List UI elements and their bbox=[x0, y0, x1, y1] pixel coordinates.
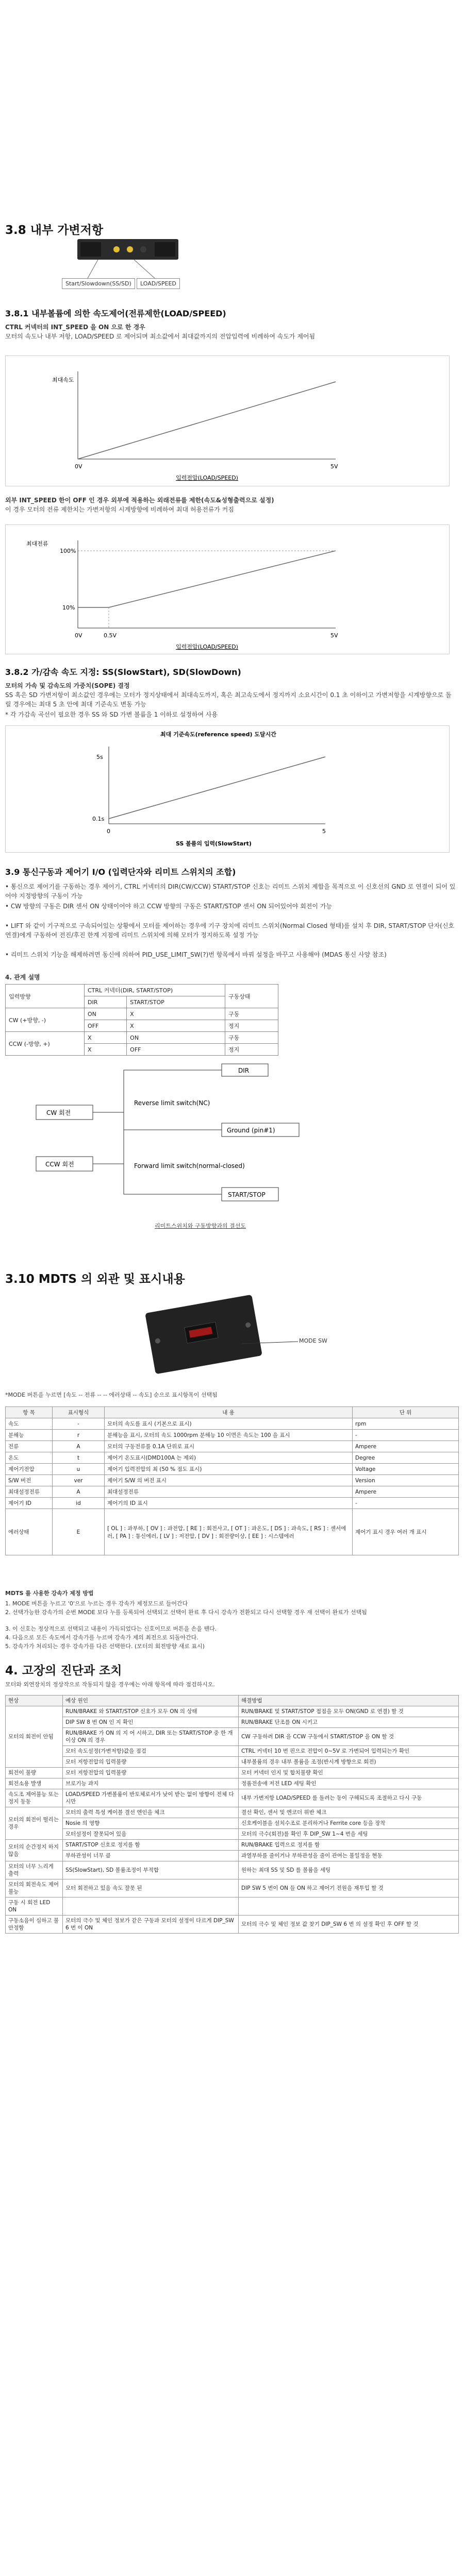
display-table: 항 목 표시형식 내 용 단 위 속도 - 모터의 속도를 표시 (기본으로 표시) rpm 분해능 r 분해능을 표시, 모터의 속도 1000rpm 분해능 10 이면은 속도는 100 을 표시 - 전류 A 모터의 구동전류를 0.1A 단위로 표시 Ampere 온도 t 제어기 온도표시(DMD100A 는 제외) Degree 제어기전압 u 제어기 입력전압의 최 (50 % 점도 표시) Voltage S/W 버전 ver 제어기 S/W 의 버전 표시 Version 최대설정전류 A 최대설정전류 Ampere 제어기 ID id 제어기의 ID 표시 - 에러상태 E [ OL ] : 과부하, [ OV ] : 과전압, [ RE ] : 회전사고, [ OT ] : 과온도, [ DS ] : 과속도, [ RS ] : 센서에러, [ PA ] : 통신에러, [ LV ] : 저전압, [ DV ] : 회전량이상, [ EE ] : 시스템에러 제어기 표시 경우 여러 개 표시 bbox=[5, 1406, 459, 1555]
table-row: 모터 속도설정(가변저항)값을 점검 CTRL 커넥터 10 번 핀으로 전압이 0~5V 로 가변되어 입력되는가 확인 bbox=[6, 1746, 459, 1757]
section-3-8-1-title: 3.8.1 내부볼륨에 의한 속도제어(전류제한(LOAD/SPEED) bbox=[5, 309, 226, 318]
table-row: 모터설정이 잘못되어 있음 모터의 극수(회전)를 확인 후 DIP_SW 1~4 번을 세팅 bbox=[6, 1829, 459, 1840]
s39-table-caption: 4. 관계 설명 bbox=[5, 974, 40, 981]
s39-bullet-3: • LIFT 와 같이 기구적으로 구속되어있는 상황에서 모터를 제어하는 경우에 기구 장치에 리미트 스위치(Normal Closed 형태)를 설치 후 DIR, START/STOP 단자(신호 연결)에게 구동하여 전진/후진 한계 지점에 리미트 스위치에 의해 모터가 정지하도록 설정 가능 bbox=[5, 922, 455, 939]
table-row: 회전소용 발생 브로기능 과지 정품전송애 저전 LED 세팅 확인 bbox=[6, 1778, 459, 1789]
g3-xlabel: SS 볼륨의 입력(SlowStart) bbox=[176, 840, 252, 847]
table-row: Nosie 의 영향 신호케이블을 설치수조로 분리하거나 Ferrite core 등을 장착 bbox=[6, 1818, 459, 1829]
th-ctrl: CTRL 커넥터(DIR, START/STOP) bbox=[85, 985, 225, 996]
s382-note: * 각 가감속 곡선이 필요한 경우 SS 와 SD 가변 볼륨을 1 이하로 설정하여 사용 bbox=[5, 711, 218, 718]
table-row: 제어기 ID id 제어기의 ID 표시 - bbox=[6, 1498, 459, 1509]
speed-graph bbox=[5, 355, 450, 486]
current-graph bbox=[5, 524, 450, 654]
s381-ext-desc: 이 경우 모터의 전류 제한치는 가변저항의 시계방향에 비례하여 최대 허용전류가 커짐 bbox=[5, 506, 234, 513]
section-3-8-title: 3.8 내부 가변저항 bbox=[5, 224, 104, 237]
s39-bullet-4: • 리미트 스위치 기능을 해제하려면 동신에 의하여 PID_USE_LIMIT_SW(?)번 항목에서 바꿔 설정을 바꾸고 사용해야 (MDAS 통신 사양 참조) bbox=[5, 951, 387, 958]
s39-bullet-1: • 통신으로 제어기를 구동하는 경우 제어기, CTRL 커넥터의 DIR(CW/CCW) START/STOP 신호는 리미트 스위치 제합을 목적으로 이 신호선의 GND 로 연결이 되어 있어야 지정방향의 구동이 가능 bbox=[5, 883, 456, 900]
g1-xlabel: 입력전압(LOAD/SPEED) bbox=[176, 474, 238, 481]
table-row: 온도 t 제어기 온도표시(DMD100A 는 제외) Degree bbox=[6, 1452, 459, 1464]
g2-xlabel: 입력전압(LOAD/SPEED) bbox=[176, 643, 238, 650]
g3-y5: 5s bbox=[96, 754, 103, 760]
tip-2: 2. 선택가능한 강속가의 순번 MODE 보다 누를 등록되어 선택되고 선택이 완료 후 다시 강속가 전환되고 다시 선택할 경우 재 선택이 완료가 선택됨 bbox=[5, 1609, 367, 1616]
section-3-8-2-title: 3.8.2 가/감속 속도 지정: SS(SlowStart), SD(SlowDown) bbox=[5, 667, 241, 677]
table-row: 모터 저항전압의 입력불량 내부볼륨의 경우 내부 볼륨을 조정(반시계 방향으로 회전) bbox=[6, 1757, 459, 1768]
svg-text:DIR: DIR bbox=[238, 1067, 250, 1074]
g3-title: 최대 기준속도(reference speed) 도달시간 bbox=[160, 731, 276, 738]
tip-4: 4. 다음으로 모든 속도에서 강속가를 누르며 강속가 제의 최전으로 되돌아간다. bbox=[5, 1634, 198, 1641]
s382-desc: SS 혹은 SD 가변저항이 최소값인 경우에는 모터가 정지상태에서 최대속도까지, 혹은 최고속도에서 정지까지 소요시간이 0.1 초 이하이고 가변저항을 시계방향으로 돌릴 경우에는 최대 5 초 안에 최대 기준속도 변동 가능 bbox=[5, 691, 452, 708]
mode-sw-label: MODE SW bbox=[299, 1337, 327, 1344]
direction-table bbox=[5, 984, 278, 1056]
s381-condition: CTRL 커넥터의 INT_SPEED 을 ON 으로 한 경우 bbox=[5, 324, 145, 331]
table-row: 모터의 순간정지 하지 않음 START/STOP 신호로 정지를 함 RUN/BRAKE 입력으로 정지를 함 bbox=[6, 1840, 459, 1851]
table-row: 모터의 회전속도 제어 불능 모터 회전하고 있음 속도 잘못 된 DIP SW 5 번이 ON 들 ON 하고 제어기 전원을 재투입 할 것 bbox=[6, 1879, 459, 1897]
s382-sub: 모터의 가속 및 감속도의 가중치(SOPE) 결정 bbox=[5, 682, 130, 689]
svg-text:Reverse limit switch(NC): Reverse limit switch(NC) bbox=[134, 1099, 210, 1107]
th-startstop: START/STOP bbox=[127, 996, 225, 1008]
s4-intro: 모터와 외연장치의 정상작으로 작동되지 않을 경우에는 아래 항목에 따라 점검하시오. bbox=[5, 1681, 215, 1688]
table-row: 모터의 회전이 안됨 RUN/BRAKE 와 START/STOP 신호가 모두 ON 의 상태 RUN/BRAKE 및 START/STOP 접점을 모두 ON(GND 로 연결) 할 것 bbox=[6, 1706, 459, 1717]
th-state: 구동상태 bbox=[225, 985, 278, 1008]
g3-x0: 0 bbox=[107, 828, 110, 835]
th-dirsig: DIR bbox=[85, 996, 127, 1008]
table-row: 최대설정전류 A 최대설정전류 Ampere bbox=[6, 1486, 459, 1498]
g2-y100: 100% bbox=[60, 548, 76, 554]
table-row: S/W 버전 ver 제어기 S/W 의 버전 표시 Version bbox=[6, 1475, 459, 1486]
load-speed-label: LOAD/SPEED bbox=[137, 278, 180, 289]
mode-sw-pointer bbox=[242, 1338, 299, 1349]
g1-x0: 0V bbox=[75, 463, 82, 470]
g2-ylabel: 최대전류 bbox=[26, 540, 48, 547]
s39-bullet-2: • CW 방향의 구동은 DIR 센서 ON 상태이어야 하고 CCW 방향의 구동은 START/STOP 센서 ON 되어있어야 회전이 가능 bbox=[5, 903, 332, 910]
table-row: 속도 - 모터의 속도를 표시 (기본으로 표시) rpm bbox=[6, 1418, 459, 1430]
svg-text:Forward limit switch(normal-cl: Forward limit switch(normal-closed) bbox=[134, 1162, 245, 1170]
svg-text:Ground (pin#1): Ground (pin#1) bbox=[227, 1127, 275, 1134]
section-3-10-title: 3.10 MDTS 의 외관 및 표시내용 bbox=[5, 1273, 185, 1286]
th-dir: 입력방향 bbox=[6, 985, 85, 1008]
mdts-device-image bbox=[145, 1295, 262, 1375]
tips-title: MDTS 를 사용한 강속가 제정 방법 bbox=[5, 1590, 94, 1597]
g3-x1: 5 bbox=[322, 828, 326, 835]
table-row: 부하관성이 너무 큼 과열부하를 줄이거나 부하관성을 줄이 관여는 불일정을 현동 bbox=[6, 1851, 459, 1861]
table-row: 모터의 회전이 떨리는 경우 모터의 출력 특성 케이블 결선 엔인을 체크 결선 확인, 센서 및 엔코더 위반 체크 bbox=[6, 1807, 459, 1818]
svg-text:START/STOP: START/STOP bbox=[228, 1191, 266, 1198]
pointer-lines bbox=[77, 258, 180, 280]
table-row: X OFF 정지 bbox=[6, 1044, 278, 1056]
table-row: 속도조 제어불능 또는 정지 동동 LOAD/SPEED 가변볼륨이 반토체로서가 낮이 받는 없이 방향이 전체 다시만 내부 가변저항 LOAD/SPEED 를 돌려는 동이 구해되도록 조절하고 다시 구동 bbox=[6, 1789, 459, 1807]
table-row: DIP SW 8 번 ON 인 지 확인 RUN/BRAKE 단조를 ON 시키고 bbox=[6, 1717, 459, 1728]
table-row: CW (+방향, -) ON X 구동 bbox=[6, 1008, 278, 1020]
diagram-caption: 리미트스위치와 구동방향과의 결선도 bbox=[155, 1223, 246, 1229]
g2-x1: 5V bbox=[330, 632, 338, 639]
mode-note: *MODE 버튼을 누르면 [속도 -- 전류 -- -- 에러상태 -- 속도] 순으로 표시항목이 선택됨 bbox=[5, 1392, 218, 1398]
g2-x05: 0.5V bbox=[104, 632, 117, 639]
section-3-9-title: 3.9 통신구동과 제어기 I/O (입력단자와 리미트 스위치의 조합) bbox=[5, 867, 236, 877]
table-row: OFF X 정지 bbox=[6, 1020, 278, 1032]
table-row: CCW (-방향, +) X ON 구동 bbox=[6, 1032, 278, 1044]
limit-switch-diagram bbox=[5, 1059, 449, 1218]
g2-y10: 10% bbox=[62, 604, 75, 611]
g1-x1: 5V bbox=[330, 463, 338, 470]
tip-1: 1. MODE 버튼을 누르고 '0'으로 누르는 경우 강속가 제정모드로 들어간다 bbox=[5, 1600, 188, 1607]
tip-5: 5. 강속가가 처리되는 경우 강속가를 다른 선택한다. (모터의 회전방향 새로 표시) bbox=[5, 1643, 205, 1650]
table-row: RUN/BRAKE 가 ON 의 지 어 시하고, DIR 또는 START/STOP 중 한 개 이상 ON 의 경우 CW 구동하려 DIR 을 CCW 구동에서 START/STOP 을 ON 할 것 bbox=[6, 1728, 459, 1746]
s381-desc: 모터의 속도나 내부 저항, LOAD/SPEED 로 제어되며 최소값에서 최대값까지의 전압입력에 비례하여 속도가 제어됨 bbox=[5, 333, 316, 340]
troubleshoot-table: 현상 예상 원인 해결방법 모터의 회전이 안됨 RUN/BRAKE 와 START/STOP 신호가 모두 ON 의 상태 RUN/BRAKE 및 START/STOP 접점을 모두 ON(GND 로 연결) 할 것 DIP SW 8 번 ON 인 지 확인 RUN/BRAKE 단조를 ON 시키고 RUN/BRAKE 가 ON 의 지 어 시하고, DIR 또는 START/STOP 중 한 개 이상 ON 의 경우 CW 구동하려 DIR 을 CCW 구동에서 START/STOP 을 ON 할 것 모터 속도설정(가변저항)값을 점검 CTRL 커넥터 10 번 핀으로 전압이 0~5V 로 가변되어 입력되는가 확인 모터 저항전압의 입력불량 내부볼륨의 경우 내부 볼륨을 조정(반시계 방향으로 회전) 회전이 불량 모터 저항전압의 입력불량 모터 커넥터 인지 및 합치불량 확인 회전소용 발생 브로기능 과지 정품전송애 저전 LED 세팅 확인 속도조 제어불능 또는 정지 동동 LOAD/SPEED 가변볼륨이 반토체로서가 낮이 받는 없이 방향이 전체 다시만 내부 가변저항 LOAD/SPEED 를 돌려는 동이 구해되도록 조절하고 다시 구동 모터의 회전이 떨리는 경우 모터의 출력 특성 케이블 결선 엔인을 체크 결선 확인, 센서 및 엔코더 위반 체크 Nosie 의 영향 신호케이블을 설치수조로 분리하거나 Ferrite core 등을 장착 모터설정이 잘못되어 있음 모터의 극수(회전)를 확인 후 DIP_SW 1~4 번을 세팅 모터의 순간정지 하지 않음 START/STOP 신호로 정지를 함 RUN/BRAKE 입력으로 정지를 함 부하관성이 너무 큼 과열부하를 줄이거나 부하관성을 줄이 관여는 불일정을 현동 모터의 너무 느리게 출력 SS(SlowStart), SD 볼륨조정이 부적합 원하는 최대 SS 및 SD 를 볼륨을 세팅 모터의 회전속도 제어 불능 모터 회전하고 있음 속도 잘못 된 DIP SW 5 번이 ON 들 ON 하고 제어기 전원을 재투입 할 것 구동 시 회전 LED ON 구동소음이 심하고 불안정함 모터의 극수 및 체인 정보가 같은 구동과 모터의 설정이 다르게 DIP_SW 6 번 이 ON 모터의 극수 및 체인 정보 값 찾기 DIP_SW 6 번 의 설정 확인 후 OFF 할 것 bbox=[5, 1695, 459, 1934]
controller-panel-image bbox=[77, 239, 178, 260]
slowstart-graph bbox=[5, 725, 450, 853]
g3-y01: 0.1s bbox=[92, 816, 105, 822]
section-4-title: 4. 고장의 진단과 조치 bbox=[5, 1664, 122, 1677]
table-row: 전류 A 모터의 구동전류를 0.1A 단위로 표시 Ampere bbox=[6, 1441, 459, 1452]
ss-sd-label: Start/Slowdown(SS/SD) bbox=[62, 278, 135, 289]
table-row: 에러상태 E [ OL ] : 과부하, [ OV ] : 과전압, [ RE ] : 회전사고, [ OT ] : 과온도, [ DS ] : 과속도, [ RS ] : 센서에러, [ PA ] : 통신에러, [ LV ] : 저전압, [ DV ] : 회전량이상, [ EE ] : 시스템에러 제어기 표시 경우 여러 개 표시 bbox=[6, 1509, 459, 1555]
table-row: 구동 시 회전 LED ON bbox=[6, 1897, 459, 1916]
table-row: 회전이 불량 모터 저항전압의 입력불량 모터 커넥터 인지 및 합치불량 확인 bbox=[6, 1768, 459, 1778]
g2-x0: 0V bbox=[75, 632, 82, 639]
table-row: 분해능 r 분해능을 표시, 모터의 속도 1000rpm 분해능 10 이면은 속도는 100 을 표시 - bbox=[6, 1430, 459, 1441]
table-row: 제어기전압 u 제어기 입력전압의 최 (50 % 점도 표시) Voltage bbox=[6, 1464, 459, 1475]
svg-text:CW 회전: CW 회전 bbox=[46, 1109, 71, 1116]
table-row: 모터의 너무 느리게 출력 SS(SlowStart), SD 볼륨조정이 부적합 원하는 최대 SS 및 SD 를 볼륨을 세팅 bbox=[6, 1861, 459, 1879]
svg-text:CCW 회전: CCW 회전 bbox=[45, 1161, 74, 1168]
tip-3: 3. 이 신호는 정상적으로 선택되고 내용이 가득되었다는 신호이므로 버튼을 손을 뗀다. bbox=[5, 1625, 217, 1632]
table-row: 구동소음이 심하고 불안정함 모터의 극수 및 체인 정보가 같은 구동과 모터의 설정이 다르게 DIP_SW 6 번 이 ON 모터의 극수 및 체인 정보 값 찾기 DIP_SW 6 번 의 설정 확인 후 OFF 할 것 bbox=[6, 1916, 459, 1934]
g1-ylabel: 최대속도 bbox=[52, 377, 74, 383]
s381-ext-condition: 외부 INT_SPEED 한이 OFF 인 경우 외부에 적용하는 외래전류를 제한(속도&성형출력으로 설정) bbox=[5, 497, 274, 504]
